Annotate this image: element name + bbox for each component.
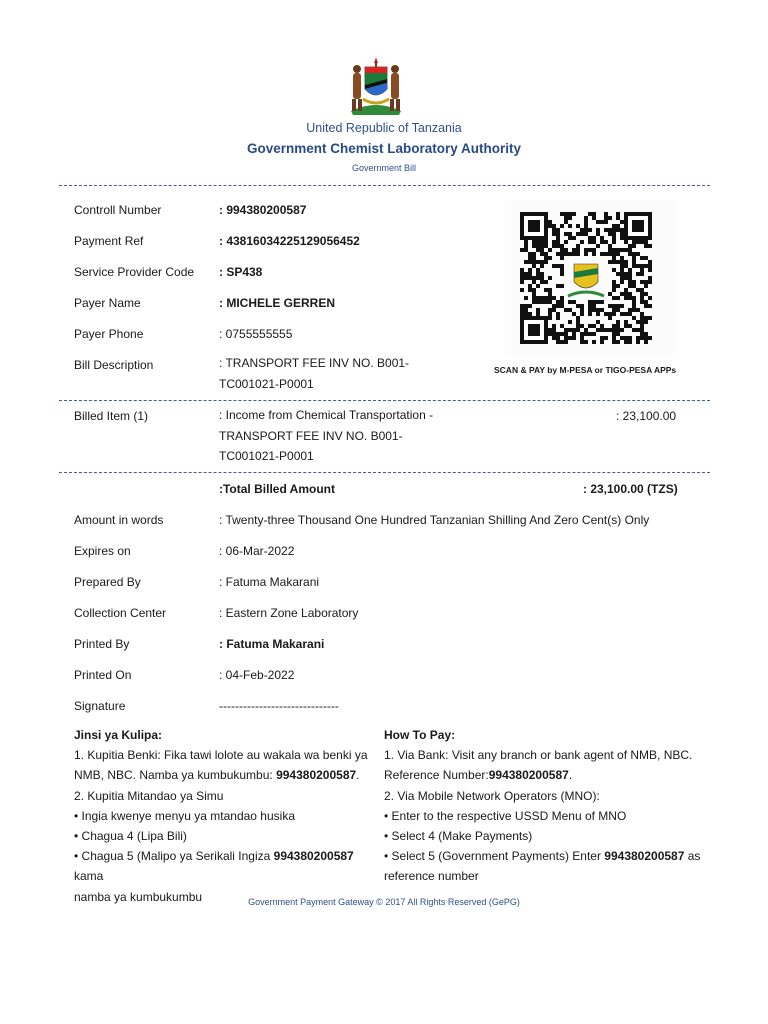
control-number-ref: 994380200587 <box>276 768 357 783</box>
qr-caption: SCAN & PAY by M-PESA or TIGO-PESA APPs <box>494 365 677 375</box>
instruction-line: • Select 4 (Make Payments) <box>384 829 533 844</box>
bill-description-line: : TRANSPORT FEE INV NO. B001- <box>219 356 410 370</box>
instruction-line: 2. Kupitia Mitandao ya Simu <box>74 788 224 803</box>
instruction-line: • Enter to the respective USSD Menu of MNO <box>384 808 627 823</box>
prepared-by-value: : Fatuma Makarani <box>219 575 320 589</box>
instruction-line: • Ingia kwenye menyu ya mtandao husika <box>74 808 295 823</box>
payer-phone-value: : 0755555555 <box>219 327 293 341</box>
instruction-text: NMB, NBC. Namba ya kumbukumbu: <box>74 768 277 783</box>
instruction-text: . <box>356 768 360 783</box>
footer-copyright: Government Payment Gateway © 2017 All Rights Reserved (GePG) <box>248 897 520 907</box>
billed-item-line: TRANSPORT FEE INV NO. B001- <box>219 428 403 443</box>
payment-ref-label: Payment Ref <box>74 234 144 248</box>
billed-item-description <box>219 405 433 467</box>
total-label: :Total Billed Amount <box>219 482 335 496</box>
amount-words-label: Amount in words <box>74 513 164 527</box>
service-provider-label: Service Provider Code <box>74 265 195 279</box>
instruction-text: • Select 5 (Government Payments) Enter <box>384 849 605 864</box>
divider <box>59 472 710 473</box>
payer-name-value: : MICHELE GERREN <box>219 296 336 310</box>
instruction-text: • Chagua 5 (Malipo ya Serikali Ingiza <box>74 849 274 864</box>
control-number-ref: 994380200587 <box>488 768 569 783</box>
instruction-line <box>384 846 714 866</box>
signature-line: ------------------------------ <box>219 699 339 713</box>
control-number-ref: 994380200587 <box>604 849 685 864</box>
total-amount: : 23,100.00 (TZS) <box>583 482 678 496</box>
billed-item-amount: : 23,100.00 <box>616 409 677 423</box>
instruction-text: kama <box>74 869 104 884</box>
payer-phone-label: Payer Phone <box>74 327 144 341</box>
instruction-line: 1. Via Bank: Visit any branch or bank agent of NMB, NBC. <box>384 748 693 763</box>
divider <box>59 185 710 186</box>
printed-on-value: : 04-Feb-2022 <box>219 668 295 682</box>
instruction-line: namba ya kumbukumbu <box>74 889 203 904</box>
billed-item-line: : Income from Chemical Transportation - <box>219 408 434 422</box>
authority-name: Government Chemist Laboratory Authority <box>246 141 522 156</box>
divider <box>59 400 710 401</box>
instructions-swahili-title: Jinsi ya Kulipa: <box>74 728 163 742</box>
instructions-english <box>384 725 714 887</box>
instruction-line: 1. Kupitia Benki: Fika tawi lolote au wakala wa benki ya <box>74 748 368 763</box>
billed-item-line: TC001021-P0001 <box>219 449 314 463</box>
instruction-text: . <box>568 768 573 783</box>
control-number-label: Controll Number <box>74 203 162 217</box>
instruction-line <box>74 765 384 785</box>
instructions-swahili <box>74 725 384 907</box>
printed-on-label: Printed On <box>74 668 132 682</box>
instruction-line: • Chagua 4 (Lipa Bili) <box>74 829 187 844</box>
coat-of-arms-emblem <box>345 55 407 115</box>
qr-code-panel <box>505 200 675 355</box>
instruction-line: 2. Via Mobile Network Operators (MNO): <box>384 788 600 803</box>
collection-center-value: : Eastern Zone Laboratory <box>219 606 359 620</box>
instruction-line <box>74 846 384 886</box>
prepared-by-label: Prepared By <box>74 575 141 589</box>
printed-by-value: : Fatuma Makarani <box>219 637 325 651</box>
payer-name-label: Payer Name <box>74 296 141 310</box>
control-number-ref: 994380200587 <box>273 849 354 864</box>
amount-words-value: : Twenty-three Thousand One Hundred Tanzanian Shilling And Zero Cent(s) Only <box>219 513 650 527</box>
service-provider-value: : SP438 <box>219 265 263 279</box>
document-type: Government Bill <box>351 163 417 173</box>
control-number-value: : 994380200587 <box>219 203 307 217</box>
country-name: United Republic of Tanzania <box>306 121 462 135</box>
bill-description-line: TC001021-P0001 <box>219 376 314 391</box>
billed-item-label: Billed Item (1) <box>74 409 149 423</box>
collection-center-label: Collection Center <box>74 606 167 620</box>
signature-label: Signature <box>74 699 126 713</box>
instruction-text: Reference Number: <box>384 768 489 783</box>
instruction-text: as <box>684 849 701 864</box>
qr-code <box>505 200 675 355</box>
instruction-line: reference number <box>384 869 479 884</box>
expires-on-value: : 06-Mar-2022 <box>219 544 295 558</box>
expires-on-label: Expires on <box>74 544 131 558</box>
instruction-line <box>384 765 714 785</box>
bill-description-label: Bill Description <box>74 358 154 372</box>
instructions-english-title: How To Pay: <box>384 728 456 742</box>
bill-description-value <box>219 353 409 394</box>
printed-by-label: Printed By <box>74 637 130 651</box>
payment-ref-value: : 43816034225129056452 <box>219 234 360 248</box>
